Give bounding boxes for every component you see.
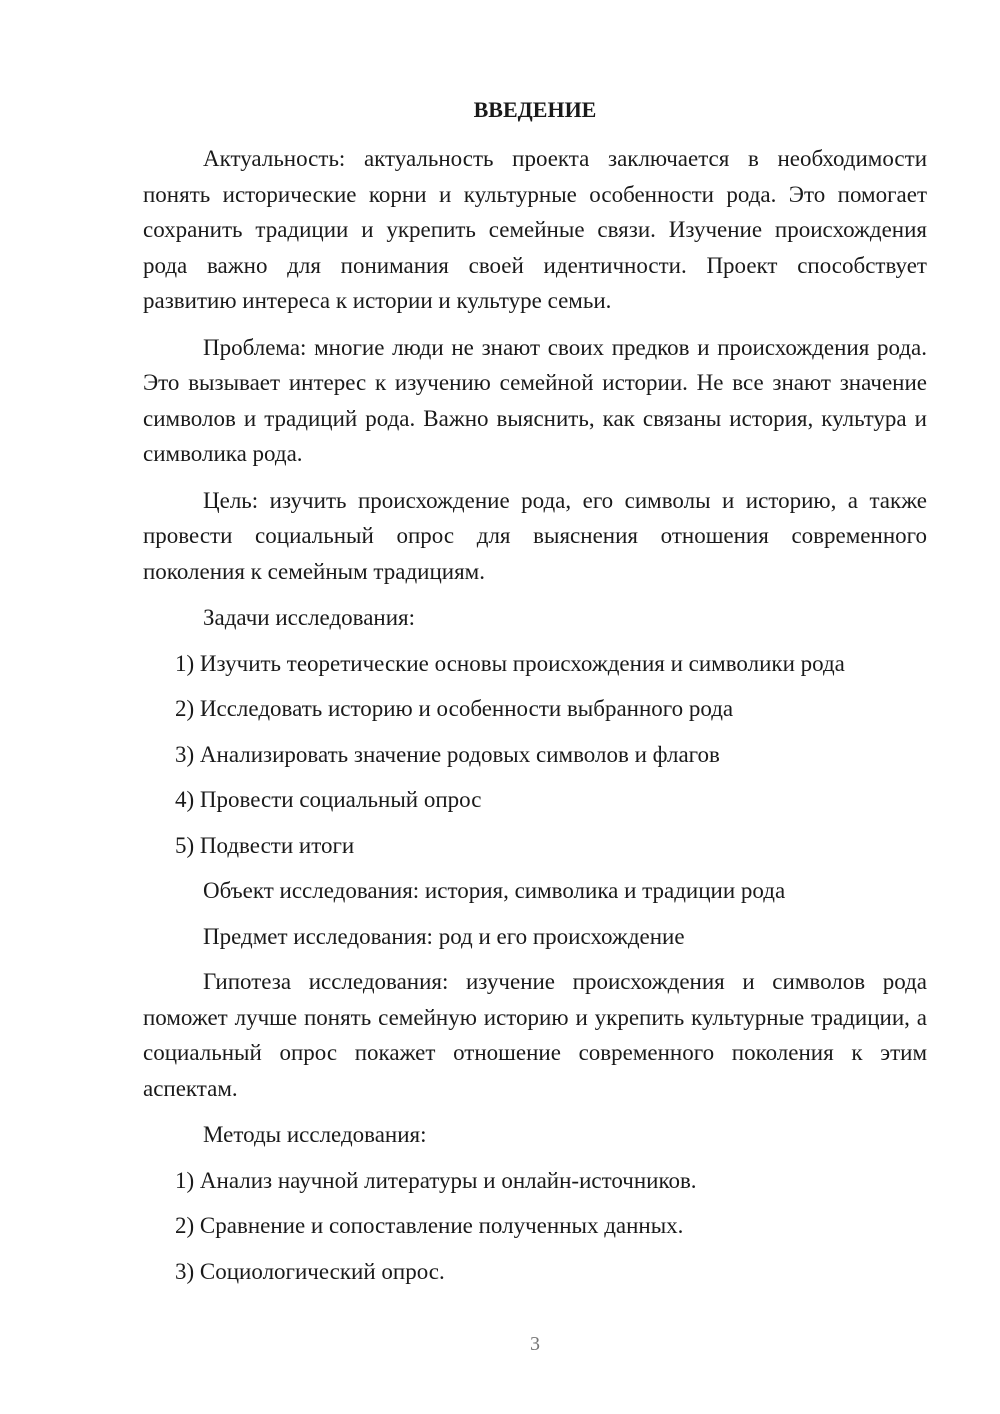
method-item: 3) Социологический опрос. (175, 1258, 445, 1284)
document-page (143, 93, 927, 1299)
task-item: 3) Анализировать значение родовых символов и флагов (175, 741, 720, 767)
method-item: 1) Анализ научной литературы и онлайн-источников. (175, 1167, 697, 1193)
methods-heading: Методы исследования: (203, 1122, 427, 1147)
goal-paragraph: Цель: изучить происхождение рода, его символы и историю, а также провести социальный опрос для выяснения отношения современного поколения к семейным традициям. (143, 487, 927, 584)
research-object: Объект исследования: история, символика и традиции рода (203, 878, 786, 903)
page-title: ВВЕДЕНИЕ (473, 97, 597, 122)
page-number: 3 (530, 1333, 540, 1355)
task-item: 2) Исследовать историю и особенности выбранного рода (175, 696, 734, 721)
problem-paragraph: Проблема: многие люди не знают своих предков и происхождения рода. Это вызывает интерес к изучению семейной истории. Не все знают значение символов и традиций рода. Важно выяснить, как связаны история, культура и символика рода. (143, 334, 927, 466)
task-item: 5) Подвести итоги (175, 832, 355, 858)
tasks-heading: Задачи исследования: (203, 605, 416, 630)
task-item: 4) Провести социальный опрос (175, 787, 482, 812)
task-item: 1) Изучить теоретические основы происхождения и символики рода (175, 650, 845, 676)
hypothesis-paragraph: Гипотеза исследования: изучение происхождения и символов рода поможет лучше понять семейную историю и укрепить культурные традиции, а социальный опрос покажет отношение современного поколения к этим аспектам. (143, 969, 927, 1101)
method-item: 2) Сравнение и сопоставление полученных данных. (175, 1213, 684, 1238)
research-subject: Предмет исследования: род и его происхождение (203, 923, 685, 949)
relevance-paragraph: Актуальность: актуальность проекта заключается в необходимости понять исторические корни и культурные особенности рода. Это помогает сохранить традиции и укрепить семейные связи. Изучение происхождения рода важно для понимания своей идентичности. Проект способствует развитию интереса к истории и культуре семьи. (143, 146, 927, 313)
